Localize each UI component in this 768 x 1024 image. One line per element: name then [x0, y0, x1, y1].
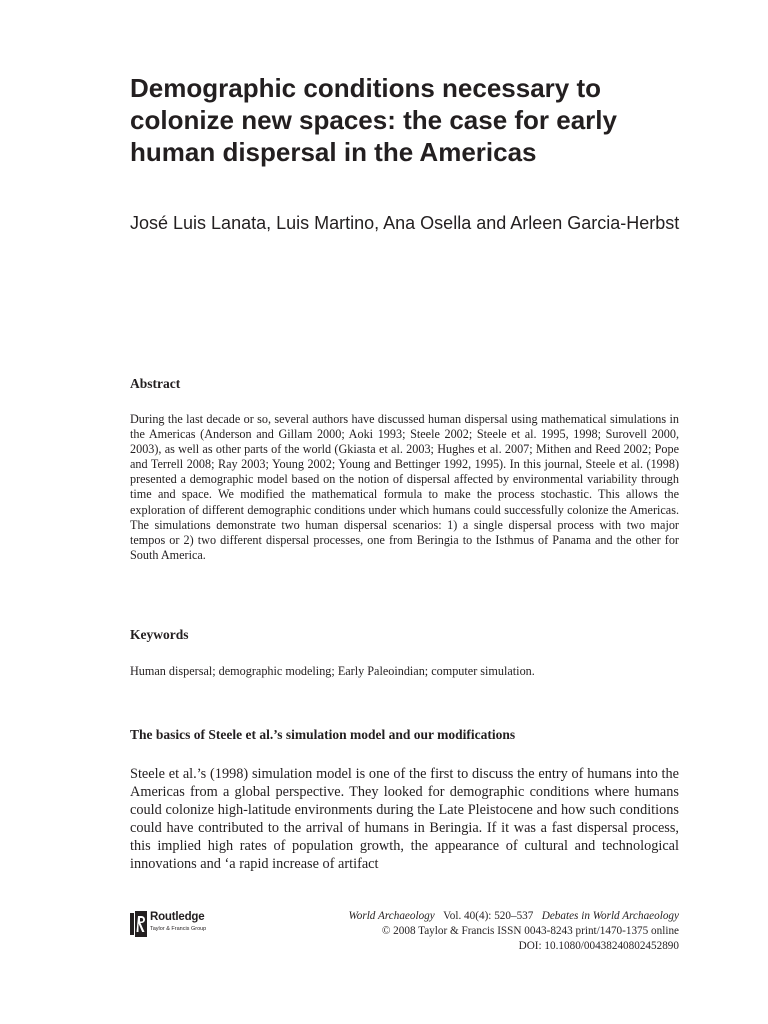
- journal-citation-line: [259, 909, 679, 924]
- publisher-name: Routledge: [150, 911, 205, 923]
- doi-line: DOI: 10.1080/00438240802452890: [518, 940, 679, 952]
- publisher-subname: Taylor & Francis Group: [150, 926, 207, 932]
- journal-name: World Archaeology: [348, 910, 435, 922]
- article-title: Demographic conditions necessary to colonize new spaces: the case for early human dispersal in the Americas: [130, 73, 617, 167]
- section-body-text: Steele et al.’s (1998) simulation model is one of the first to discuss the entry of humans into the Americas from a global perspective. They looked for demographic conditions where humans could colonize high-latitude environments during the Late Pleistocene and how such conditions could have contributed to the arrival of humans in Beringia. If it was a fast dispersal process, this implied high rates of population growth, the appearance of cultural and technological innovations and ‘a rapid increase of artifact: [130, 766, 679, 872]
- keywords-heading: Keywords: [130, 627, 189, 642]
- journal-volume: Vol. 40(4): 520–537: [443, 910, 534, 922]
- journal-footer: [259, 909, 679, 954]
- copyright-line: © 2008 Taylor & Francis ISSN 0043-8243 print/1470-1375 online: [381, 925, 679, 937]
- journal-series: Debates in World Archaeology: [541, 910, 679, 922]
- abstract-text: During the last decade or so, several authors have discussed human dispersal using mathematical simulations in the Americas (Anderson and Gillam 2000; Aoki 1993; Steele 2002; Steele et al. 1995, 1998; Surovell 2000, 2003), as well as other parts of the world (Gkiasta et al. 2003; Hughes et al. 2007; Mithen and Reed 2002; Pope and Terrell 2008; Ray 2003; Young 2002; Young and Bettinger 1992, 1995). In this journal, Steele et al. (1998) presented a demographic model based on the notion of dispersal affected by environmental variability through time and space. We modified the mathematical formula to make the process stochastic. This allows the exploration of different demographic conditions under which humans could successfully colonize the Americas. The simulations demonstrate two human dispersal scenarios: 1) a single dispersal process with two major tempos or 2) two different dispersal processes, one from Beringia to the Isthmus of Panama and the other for South America.: [130, 412, 679, 562]
- article-authors: José Luis Lanata, Luis Martino, Ana Osella and Arleen Garcia-Herbst: [130, 213, 680, 233]
- keywords-text: Human dispersal; demographic modeling; Early Paleoindian; computer simulation.: [130, 664, 535, 678]
- section-heading: The basics of Steele et al.’s simulation model and our modifications: [130, 727, 516, 742]
- abstract-heading: Abstract: [130, 376, 181, 391]
- routledge-r-icon: [130, 911, 147, 937]
- publisher-logo: [130, 911, 230, 937]
